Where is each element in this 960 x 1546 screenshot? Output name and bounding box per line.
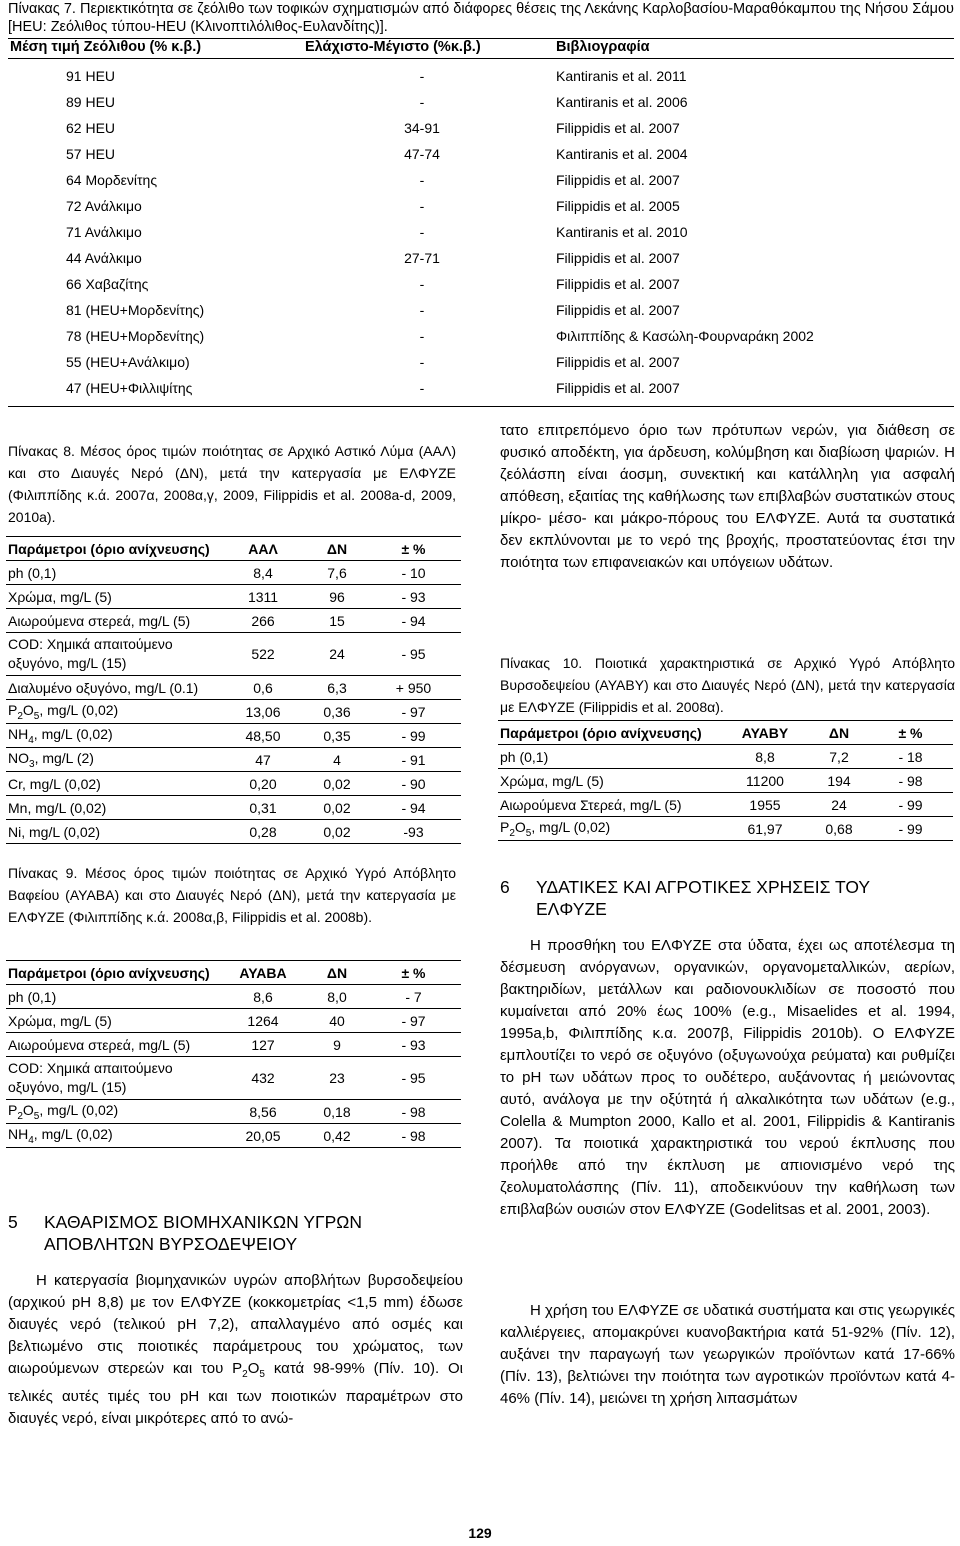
value-cell: 13,06 — [218, 700, 308, 724]
value-cell: - 98 — [868, 769, 953, 793]
value-cell: 0,31 — [218, 796, 308, 820]
table7-cell-mean: 78 (HEU+Μορδενίτης) — [66, 328, 205, 344]
value-cell: - 93 — [366, 1033, 461, 1057]
value-cell: 61,97 — [720, 817, 810, 841]
table7-row — [0, 250, 960, 276]
value-cell: - 97 — [366, 1009, 461, 1033]
table7-row — [0, 354, 960, 380]
value-cell: 0,18 — [308, 1100, 366, 1124]
table7-cell-ref: Kantiranis et al. 2006 — [556, 94, 688, 110]
table7-cell-range: - — [419, 354, 425, 370]
table7-cell-ref: Filippidis et al. 2007 — [556, 120, 680, 136]
value-cell: 0,02 — [308, 820, 366, 844]
value-cell: 8,0 — [308, 985, 366, 1009]
value-cell: - 97 — [366, 700, 461, 724]
table8-header-cell: Παράμετροι (όριο ανίχνευσης) — [6, 537, 218, 561]
parameter-cell: COD: Χημικά απαιτούμενο οξυγόνο, mg/L (15) — [6, 633, 218, 676]
parameter-cell: Αιωρούμενα στερεά, mg/L (5) — [6, 1033, 218, 1057]
parameter-cell: Ni, mg/L (0,02) — [6, 820, 218, 844]
parameter-cell: Χρώμα, mg/L (5) — [6, 585, 218, 609]
parameter-cell: Διαλυμένο οξυγόνο, mg/L (0.1) — [6, 676, 218, 700]
table7-row — [0, 68, 960, 94]
value-cell: 8,56 — [218, 1100, 308, 1124]
value-cell: 48,50 — [218, 724, 308, 748]
value-cell: 0,6 — [218, 676, 308, 700]
parameter-cell: ph (0,1) — [6, 985, 218, 1009]
value-cell: - 95 — [366, 1057, 461, 1100]
table7-cell-mean: 44 Ανάλκιμο — [66, 250, 142, 266]
table-row — [6, 985, 461, 1009]
table9 — [6, 960, 461, 1148]
parameter-cell: ph (0,1) — [498, 745, 720, 769]
table-row — [6, 1124, 461, 1148]
parameter-cell: COD: Χημικά απαιτούμενο οξυγόνο, mg/L (15) — [6, 1057, 218, 1100]
value-cell: - 98 — [366, 1100, 461, 1124]
table7-header-minmax: Ελάχιστο-Μέγιστο (%κ.β.) — [305, 39, 481, 55]
table10-header-cell: Παράμετροι (όριο ανίχνευσης) — [498, 721, 720, 745]
parameter-cell: Mn, mg/L (0,02) — [6, 796, 218, 820]
table7-cell-range: - — [419, 68, 425, 84]
section6-heading-line2: ΕΛΦΥΖΕ — [536, 899, 607, 919]
value-cell: - 90 — [366, 772, 461, 796]
value-cell: 6,3 — [308, 676, 366, 700]
section6-heading-line1: ΥΔΑΤΙΚΕΣ ΚΑΙ ΑΓΡΟΤΙΚΕΣ ΧΡΗΣΕΙΣ ΤΟΥ — [536, 877, 871, 897]
table8-header-cell: ΑΑΛ — [218, 537, 308, 561]
value-cell: 522 — [218, 633, 308, 676]
value-cell: 8,4 — [218, 561, 308, 585]
value-cell: 4 — [308, 748, 366, 772]
table7-row — [0, 224, 960, 250]
value-cell: 20,05 — [218, 1124, 308, 1148]
table7-cell-ref: Φιλιππίδης & Κασώλη-Φουρναράκη 2002 — [556, 328, 814, 344]
table9-header-cell: ΔΝ — [308, 961, 366, 985]
table-row — [498, 769, 953, 793]
table7-cell-ref: Kantiranis et al. 2011 — [556, 68, 687, 84]
value-cell: 0,02 — [308, 772, 366, 796]
value-cell: 0,28 — [218, 820, 308, 844]
value-cell: 40 — [308, 1009, 366, 1033]
parameter-cell: Αιωρούμενα Στερεά, mg/L (5) — [498, 793, 720, 817]
table7-row — [0, 198, 960, 224]
parameter-cell: Cr, mg/L (0,02) — [6, 772, 218, 796]
value-cell: - 7 — [366, 985, 461, 1009]
table8-header-cell: ΔΝ — [308, 537, 366, 561]
table7-cell-range: - — [419, 172, 425, 188]
table10-header-cell: ΑΥΑΒΥ — [720, 721, 810, 745]
value-cell: -93 — [366, 820, 461, 844]
parameter-cell: ph (0,1) — [6, 561, 218, 585]
value-cell: 194 — [810, 769, 868, 793]
table9-header-cell: Παράμετροι (όριο ανίχνευσης) — [6, 961, 218, 985]
section5-text-b: κατά 98-99% (Πίν. 10). Οι τελικές αυτές τιμές του pH και των ποιοτικών παραμέτρων στο διαυγές νερό, είναι μικρότερες από το ανώ- — [8, 1360, 464, 1427]
table-row — [498, 793, 953, 817]
table8-header-cell: ± % — [366, 537, 461, 561]
section6-heading — [536, 876, 956, 920]
value-cell: - 98 — [366, 1124, 461, 1148]
value-cell: 0,42 — [308, 1124, 366, 1148]
parameter-cell: $P_2O_5$, mg/L (0,02) — [6, 700, 218, 724]
table9-caption: Πίνακας 9. Μέσος όρος τιμών ποιότητας σε Αρχικό Υγρό Απόβλητο Βαφείου (ΑΥΑΒΑ) και στο Διαυγές Νερό (ΔΝ), μετά την κατεργασία με ΕΛΦΥΖΕ (Φιλιππίδης κ.ά. 2008α,β, Filippidis et al. 2008b). — [8, 865, 456, 925]
table-row — [6, 561, 461, 585]
table7-row — [0, 380, 960, 406]
value-cell: 432 — [218, 1057, 308, 1100]
value-cell: 1955 — [720, 793, 810, 817]
value-cell: 47 — [218, 748, 308, 772]
value-cell: - 94 — [366, 796, 461, 820]
table-row — [6, 796, 461, 820]
table7-cell-ref: Filippidis et al. 2005 — [556, 198, 680, 214]
parameter-cell: $NH_4$, mg/L (0,02) — [6, 724, 218, 748]
table7-cell-range: 34-91 — [404, 120, 440, 136]
parameter-cell: Χρώμα, mg/L (5) — [498, 769, 720, 793]
value-cell: - 10 — [366, 561, 461, 585]
table7-cell-range: - — [419, 224, 425, 240]
table-row — [6, 1057, 461, 1100]
table-row — [6, 633, 461, 676]
table7-cell-range: - — [419, 94, 425, 110]
table9-header-cell: ΑΥΑΒΑ — [218, 961, 308, 985]
value-cell: 7,6 — [308, 561, 366, 585]
value-cell: 0,20 — [218, 772, 308, 796]
section5-heading-line2: ΑΠΟΒΛΗΤΩΝ ΒΥΡΣΟΔΕΨΕΙΟΥ — [44, 1234, 298, 1254]
value-cell: 127 — [218, 1033, 308, 1057]
value-cell: - 94 — [366, 609, 461, 633]
value-cell: - 93 — [366, 585, 461, 609]
value-cell: 0,02 — [308, 796, 366, 820]
table7-cell-range: 27-71 — [404, 250, 440, 266]
parameter-cell: Αιωρούμενα στερεά, mg/L (5) — [6, 609, 218, 633]
value-cell: - 99 — [366, 724, 461, 748]
value-cell: 1311 — [218, 585, 308, 609]
table-row — [6, 724, 461, 748]
table7-row — [0, 302, 960, 328]
value-cell: 8,8 — [720, 745, 810, 769]
p2o5-formula: $P_2O_5$ — [232, 1360, 265, 1380]
table10-header-cell: ± % — [868, 721, 953, 745]
value-cell: 24 — [810, 793, 868, 817]
table10-header-cell: ΔΝ — [810, 721, 868, 745]
value-cell: + 950 — [366, 676, 461, 700]
value-cell: 1264 — [218, 1009, 308, 1033]
section6-number: 6 — [500, 877, 510, 897]
table-row — [6, 609, 461, 633]
value-cell: 7,2 — [810, 745, 868, 769]
table10-caption: Πίνακας 10. Ποιοτικά χαρακτηριστικά σε Αρχικό Υγρό Απόβλητο Βυρσοδεψείου (ΑΥΑΒΥ) και στο Διαυγές Νερό (ΔΝ), μετά την κατεργασία με ΕΛΦΥΖΕ (Filippidis et al. 2008α). — [500, 655, 955, 715]
table7-cell-mean: 64 Μορδενίτης — [66, 172, 158, 188]
table7-cell-ref: Filippidis et al. 2007 — [556, 276, 680, 292]
section5-heading — [44, 1211, 464, 1255]
table7-cell-range: - — [419, 380, 425, 396]
value-cell: 15 — [308, 609, 366, 633]
value-cell: 9 — [308, 1033, 366, 1057]
value-cell: 266 — [218, 609, 308, 633]
table7-cell-ref: Filippidis et al. 2007 — [556, 354, 680, 370]
section6-paragraph-2: Η χρήση του ΕΛΦΥΖΕ σε υδατικά συστήματα και στις γεωργικές καλλιέργειες, απομακρύνει κυανοβακτήρια κατά 51-92% (Πίν. 12), αυξάνει την παραγωγή των γεωργικών προϊόντων κατά 17-66% (Πίν. 13), βελτιώνει την ποιότητα των αγροτικών προϊόντων κατά 4-46% (Πίν. 14), μειώνει τη χρήση λιπασμάτων — [500, 1302, 955, 1407]
section5-number: 5 — [8, 1212, 18, 1232]
table7-cell-ref: Kantiranis et al. 2004 — [556, 146, 688, 162]
parameter-cell: $P_2O_5$, mg/L (0,02) — [498, 817, 720, 841]
value-cell: 23 — [308, 1057, 366, 1100]
table7-cell-mean: 55 (HEU+Ανάλκιμο) — [66, 354, 190, 370]
table-row — [6, 585, 461, 609]
table7-cell-mean: 47 (HEU+Φιλλιψίτης — [66, 380, 193, 396]
table7-cell-ref: Kantiranis et al. 2010 — [556, 224, 688, 240]
table7-header-rule — [8, 58, 954, 59]
parameter-cell: $NO_3$, mg/L (2) — [6, 748, 218, 772]
table7-cell-mean: 89 HEU — [66, 94, 116, 110]
parameter-cell: $P_2O_5$, mg/L (0,02) — [6, 1100, 218, 1124]
table9-header-cell: ± % — [366, 961, 461, 985]
table7-cell-ref: Filippidis et al. 2007 — [556, 172, 680, 188]
parameter-cell: $NH_4$, mg/L (0,02) — [6, 1124, 218, 1148]
table-row — [498, 745, 953, 769]
table7-cell-range: 47-74 — [404, 146, 440, 162]
table-row — [6, 772, 461, 796]
table7-row — [0, 172, 960, 198]
table7-row — [0, 146, 960, 172]
table-row — [6, 1033, 461, 1057]
table7-header-mean: Μέση τιμή Ζεόλιθου (% κ.β.) — [10, 39, 202, 55]
section5-text-a: Η κατεργασία βιομηχανικών υγρών αποβλήτων βυρσοδεψείου (αρχικού pH 8,8) με τον ΕΛΦΥΖΕ (κοκκομετρίας <1,5 mm) έδωσε διαυγές νερό (τελικού pH 7,2), απαλλαγμένο από οσμές και βελτιωμένο στις ποιοτικές παράμετρους του χρώματος, των αιωρούμενων στερεών και του — [8, 1272, 463, 1377]
table-row — [6, 748, 461, 772]
table10 — [498, 720, 953, 841]
table7-cell-ref: Filippidis et al. 2007 — [556, 380, 680, 396]
section5-paragraph — [8, 1270, 463, 1430]
table7-row — [0, 94, 960, 120]
table7-cell-range: - — [419, 302, 425, 318]
table-row — [498, 817, 953, 841]
value-cell: - 99 — [868, 793, 953, 817]
table7-cell-ref: Filippidis et al. 2007 — [556, 302, 680, 318]
table7-caption: Πίνακας 7. Περιεκτικότητα σε ζεόλιθο των τοφικών σχηματισμών από διάφορες θέσεις της Λεκάνης Καρλοβασίου-Μαραθόκαμπου της Νήσου Σάμου [HEU: Ζεόλιθος τύπου-HEU (Κλινοπτιλόλιθος-Ευλανδίτης)]. — [8, 1, 954, 35]
table7-cell-mean: 71 Ανάλκιμο — [66, 224, 142, 240]
table7-row — [0, 276, 960, 302]
table7-bottom-rule — [8, 406, 954, 407]
value-cell: 8,6 — [218, 985, 308, 1009]
table7-cell-range: - — [419, 328, 425, 344]
value-cell: 0,36 — [308, 700, 366, 724]
table-row — [6, 820, 461, 844]
table-row — [6, 676, 461, 700]
section6-paragraph-1: Η προσθήκη του ΕΛΦΥΖΕ στα ύδατα, έχει ως αποτέλεσμα τη δέσμευση ανόργανων, οργανικών, οργανομεταλλικών, αερίων, βακτηριδίων, μετάλλων και ραδιονουκλιδίων σε ποσοστό που κυμαίνεται από 20% έως 100% (e.g., Misaelides et al. 1994, 1995a,b, Φιλιππίδης κ.α. 2007β, Filippidis 2010b). Ο ΕΛΦΥΖΕ εμπλουτίζει το νερό σε οξυγόνο (οξυγωνούχα ρεύματα) και ρυθμίζει το pH των υδάτων προς το ουδέτερο, αυξάνοντας ή μειώνοντας αυτό, ανάλογα με την οξύτητά ή αλκαλικότητα των υδάτων (e.g., Colella & Mumpton 2000, Kallo et al. 2001, Filippidis & Kantiranis 2007). Τα ποιοτικά χαρακτηριστικά του νερού έκπλυσης που προήλθε από την έκπλυση με απιονισμένο νερό της ζεολυματολάσπης (Πίν. 11), αποδεικνύουν την καθήλωση των επιβλαβών ουσιών στον ΕΛΦΥΖΕ (Godelitsas et al. 2001, 2003). — [500, 937, 955, 1218]
value-cell: - 18 — [868, 745, 953, 769]
table-row — [6, 1100, 461, 1124]
table7-cell-range: - — [419, 198, 425, 214]
value-cell: 11200 — [720, 769, 810, 793]
table7-cell-mean: 81 (HEU+Μορδενίτης) — [66, 302, 205, 318]
value-cell: 96 — [308, 585, 366, 609]
value-cell: - 91 — [366, 748, 461, 772]
value-cell: 0,35 — [308, 724, 366, 748]
table7-cell-mean: 91 HEU — [66, 68, 116, 84]
table7-cell-mean: 57 HEU — [66, 146, 116, 162]
value-cell: - 99 — [868, 817, 953, 841]
table8-caption: Πίνακας 8. Μέσος όρος τιμών ποιότητας σε Αρχικό Αστικό Λύμα (ΑΑΛ) και στο Διαυγές Νερό (ΔΝ), μετά την κατεργασία με ΕΛΦΥΖΕ (Φιλιππίδης κ.ά. 2007α, 2008α,γ, 2009, Filippidis et al. 2008a-d, 2009, 2010a). — [8, 443, 456, 525]
table7-cell-ref: Filippidis et al. 2007 — [556, 250, 680, 266]
value-cell: 24 — [308, 633, 366, 676]
right-intro-paragraph: τατο επιτρεπόμενο όριο των πρότυπων νερών, για διάθεση σε φυσικό αποδέκτη, για άρδευση, κολύμβηση και διαβίωση ψαριών. Η ζεόλάσπη είναι άοσμη, συνεκτική και κατάλληλη για ασφαλή απόθεση, εξαιτίας της καθήλωσης των επιβλαβών συστατικών στους μίκρο- μέσο- και μάκρο-πόρους του ΕΛΦΥΖΕ. Αυτά τα συστατικά δεν εκπλύνονται με το νερό της βροχής, προστατεύοντας έτσι την ποιότητα των επιφανειακών και υπόγειων υδάτων. — [500, 422, 955, 571]
table-row — [6, 1009, 461, 1033]
table7-cell-mean: 72 Ανάλκιμο — [66, 198, 142, 214]
table7-cell-range: - — [419, 276, 425, 292]
table7-cell-mean: 66 Χαβαζίτης — [66, 276, 149, 292]
table8 — [6, 536, 461, 844]
page-number: 129 — [468, 1525, 492, 1541]
table-row — [6, 700, 461, 724]
section5-heading-line1: ΚΑΘΑΡΙΣΜΟΣ ΒΙΟΜΗΧΑΝΙΚΩΝ ΥΓΡΩΝ — [44, 1212, 363, 1232]
value-cell: 0,68 — [810, 817, 868, 841]
table7-row — [0, 328, 960, 354]
table7-cell-mean: 62 HEU — [66, 120, 116, 136]
table7-row — [0, 120, 960, 146]
table7-header-bibliography: Βιβλιογραφία — [556, 39, 650, 55]
parameter-cell: Χρώμα, mg/L (5) — [6, 1009, 218, 1033]
value-cell: - 95 — [366, 633, 461, 676]
